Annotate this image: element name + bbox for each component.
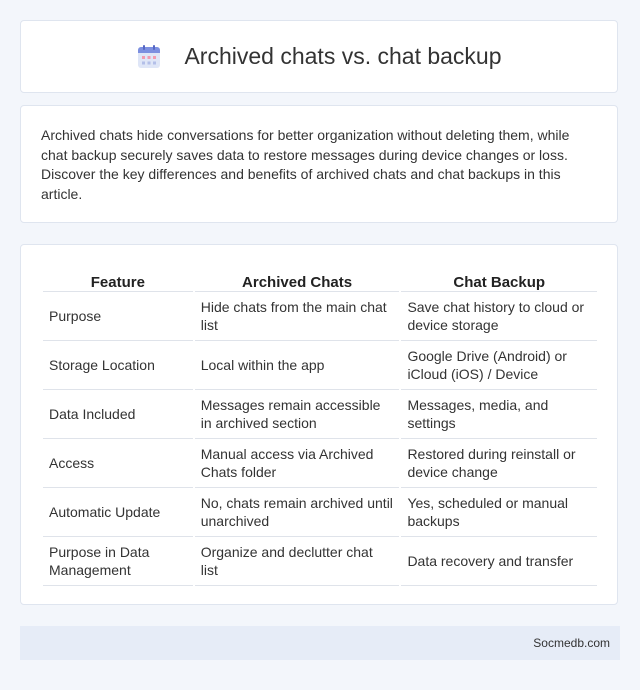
table-row bbox=[43, 537, 597, 586]
cell-archived: Organize and declutter chat list bbox=[195, 537, 400, 586]
cell-feature: Purpose in Data Management bbox=[43, 537, 193, 586]
table-row bbox=[43, 341, 597, 390]
header-chat-backup: Chat Backup bbox=[401, 265, 597, 292]
cell-feature: Storage Location bbox=[43, 341, 193, 390]
source-label: Socmedb.com bbox=[533, 636, 610, 650]
title-card bbox=[20, 20, 618, 93]
footer bbox=[20, 626, 620, 660]
header-feature: Feature bbox=[43, 265, 193, 292]
cell-backup: Messages, media, and settings bbox=[401, 390, 597, 439]
header-archived-chats: Archived Chats bbox=[195, 265, 400, 292]
comparison-table bbox=[41, 265, 599, 586]
cell-backup: Yes, scheduled or manual backups bbox=[401, 488, 597, 537]
table-row bbox=[43, 488, 597, 537]
table-row bbox=[43, 439, 597, 488]
cell-archived: Messages remain accessible in archived section bbox=[195, 390, 400, 439]
intro-text: Archived chats hide conversations for better organization without deleting them, while chat backup securely saves data to restore messages during device changes or loss. Discover the key differences and benefits of archived chats and chat backups in this article. bbox=[41, 127, 570, 202]
cell-archived: Local within the app bbox=[195, 341, 400, 390]
cell-backup: Google Drive (Android) or iCloud (iOS) / Device bbox=[401, 341, 597, 390]
comparison-card bbox=[20, 244, 618, 605]
cell-backup: Save chat history to cloud or device storage bbox=[401, 292, 597, 341]
cell-backup: Data recovery and transfer bbox=[401, 537, 597, 586]
page-title: Archived chats vs. chat backup bbox=[184, 43, 502, 69]
cell-archived: No, chats remain archived until unarchived bbox=[195, 488, 400, 537]
table-header-row bbox=[43, 265, 597, 292]
cell-backup: Restored during reinstall or device change bbox=[401, 439, 597, 488]
cell-feature: Purpose bbox=[43, 292, 193, 341]
cell-feature: Automatic Update bbox=[43, 488, 193, 537]
intro-card bbox=[20, 105, 618, 223]
table-row bbox=[43, 390, 597, 439]
table-row bbox=[43, 292, 597, 341]
cell-feature: Data Included bbox=[43, 390, 193, 439]
cell-archived: Hide chats from the main chat list bbox=[195, 292, 400, 341]
cell-archived: Manual access via Archived Chats folder bbox=[195, 439, 400, 488]
cell-feature: Access bbox=[43, 439, 193, 488]
calendar-icon bbox=[136, 44, 162, 70]
